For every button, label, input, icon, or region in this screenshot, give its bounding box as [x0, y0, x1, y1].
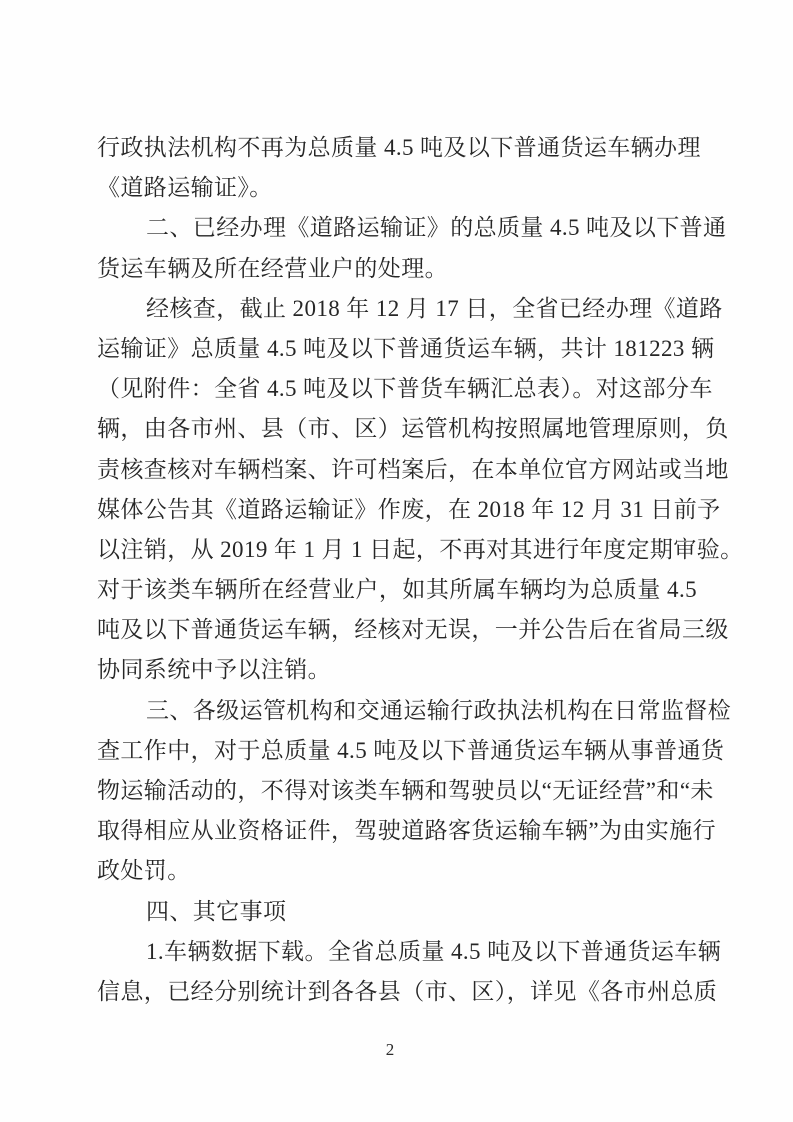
- page-footer: [0, 1040, 780, 1060]
- text-line: 查工作中，对于总质量 4.5 吨及以下普通货运车辆从事普通货: [97, 737, 725, 763]
- text-line: 协同系统中予以注销。: [97, 657, 331, 683]
- text-line: 信息，已经分别统计到各各县（市、区），详见《各市州总质: [97, 978, 718, 1004]
- text-line: 行政执法机构不再为总质量 4.5 吨及以下普通货运车辆办理: [97, 135, 701, 160]
- text-line: 《道路运输证》。: [97, 175, 273, 201]
- text-line: 1.车辆数据下载。全省总质量 4.5 吨及以下普通货运车辆: [146, 938, 722, 964]
- text-line: 四、其它事项: [146, 898, 287, 924]
- text-line: 以注销，从 2019 年 1 月 1 日起，不再对其进行年度定期审验。: [97, 536, 744, 562]
- text-line: 政处罚。: [97, 858, 191, 884]
- text-line: 运输证》总质量 4.5 吨及以下普通货运车辆，共计 181223 辆: [97, 335, 715, 361]
- text-line: 辆，由各市州、县（市、区）运管机构按照属地管理原则，负: [97, 416, 729, 442]
- text-line: 三、各级运管机构和交通运输行政执法机构在日常监督检: [146, 697, 731, 723]
- page-number: 2: [385, 1040, 395, 1059]
- text-line: 吨及以下普通货运车辆，经核对无误，一并公告后在省局三级: [97, 617, 729, 643]
- text-line: 货运车辆及所在经营业户的处理。: [97, 255, 448, 281]
- text-line: 对于该类车辆所在经营业户，如其所属车辆均为总质量 4.5: [97, 577, 697, 603]
- text-line: （见附件：全省 4.5 吨及以下普货车辆汇总表）。对这部分车: [97, 376, 713, 402]
- text-line: 经核查，截止 2018 年 12 月 17 日，全省已经办理《道路: [146, 295, 723, 321]
- text-line: 取得相应从业资格证件，驾驶道路客货运输车辆”为由实施行: [97, 818, 717, 844]
- text-line: 物运输活动的，不得对该类车辆和驾驶员以“无证经营”和“未: [97, 778, 714, 803]
- text-line: 责核查核对车辆档案、许可档案后，在本单位官方网站或当地: [97, 456, 729, 482]
- text-block: [97, 128, 744, 1012]
- text-line: 媒体公告其《道路运输证》作废，在 2018 年 12 月 31 日前予: [97, 496, 721, 522]
- text-line: 二、已经办理《道路运输证》的总质量 4.5 吨及以下普通: [146, 215, 727, 241]
